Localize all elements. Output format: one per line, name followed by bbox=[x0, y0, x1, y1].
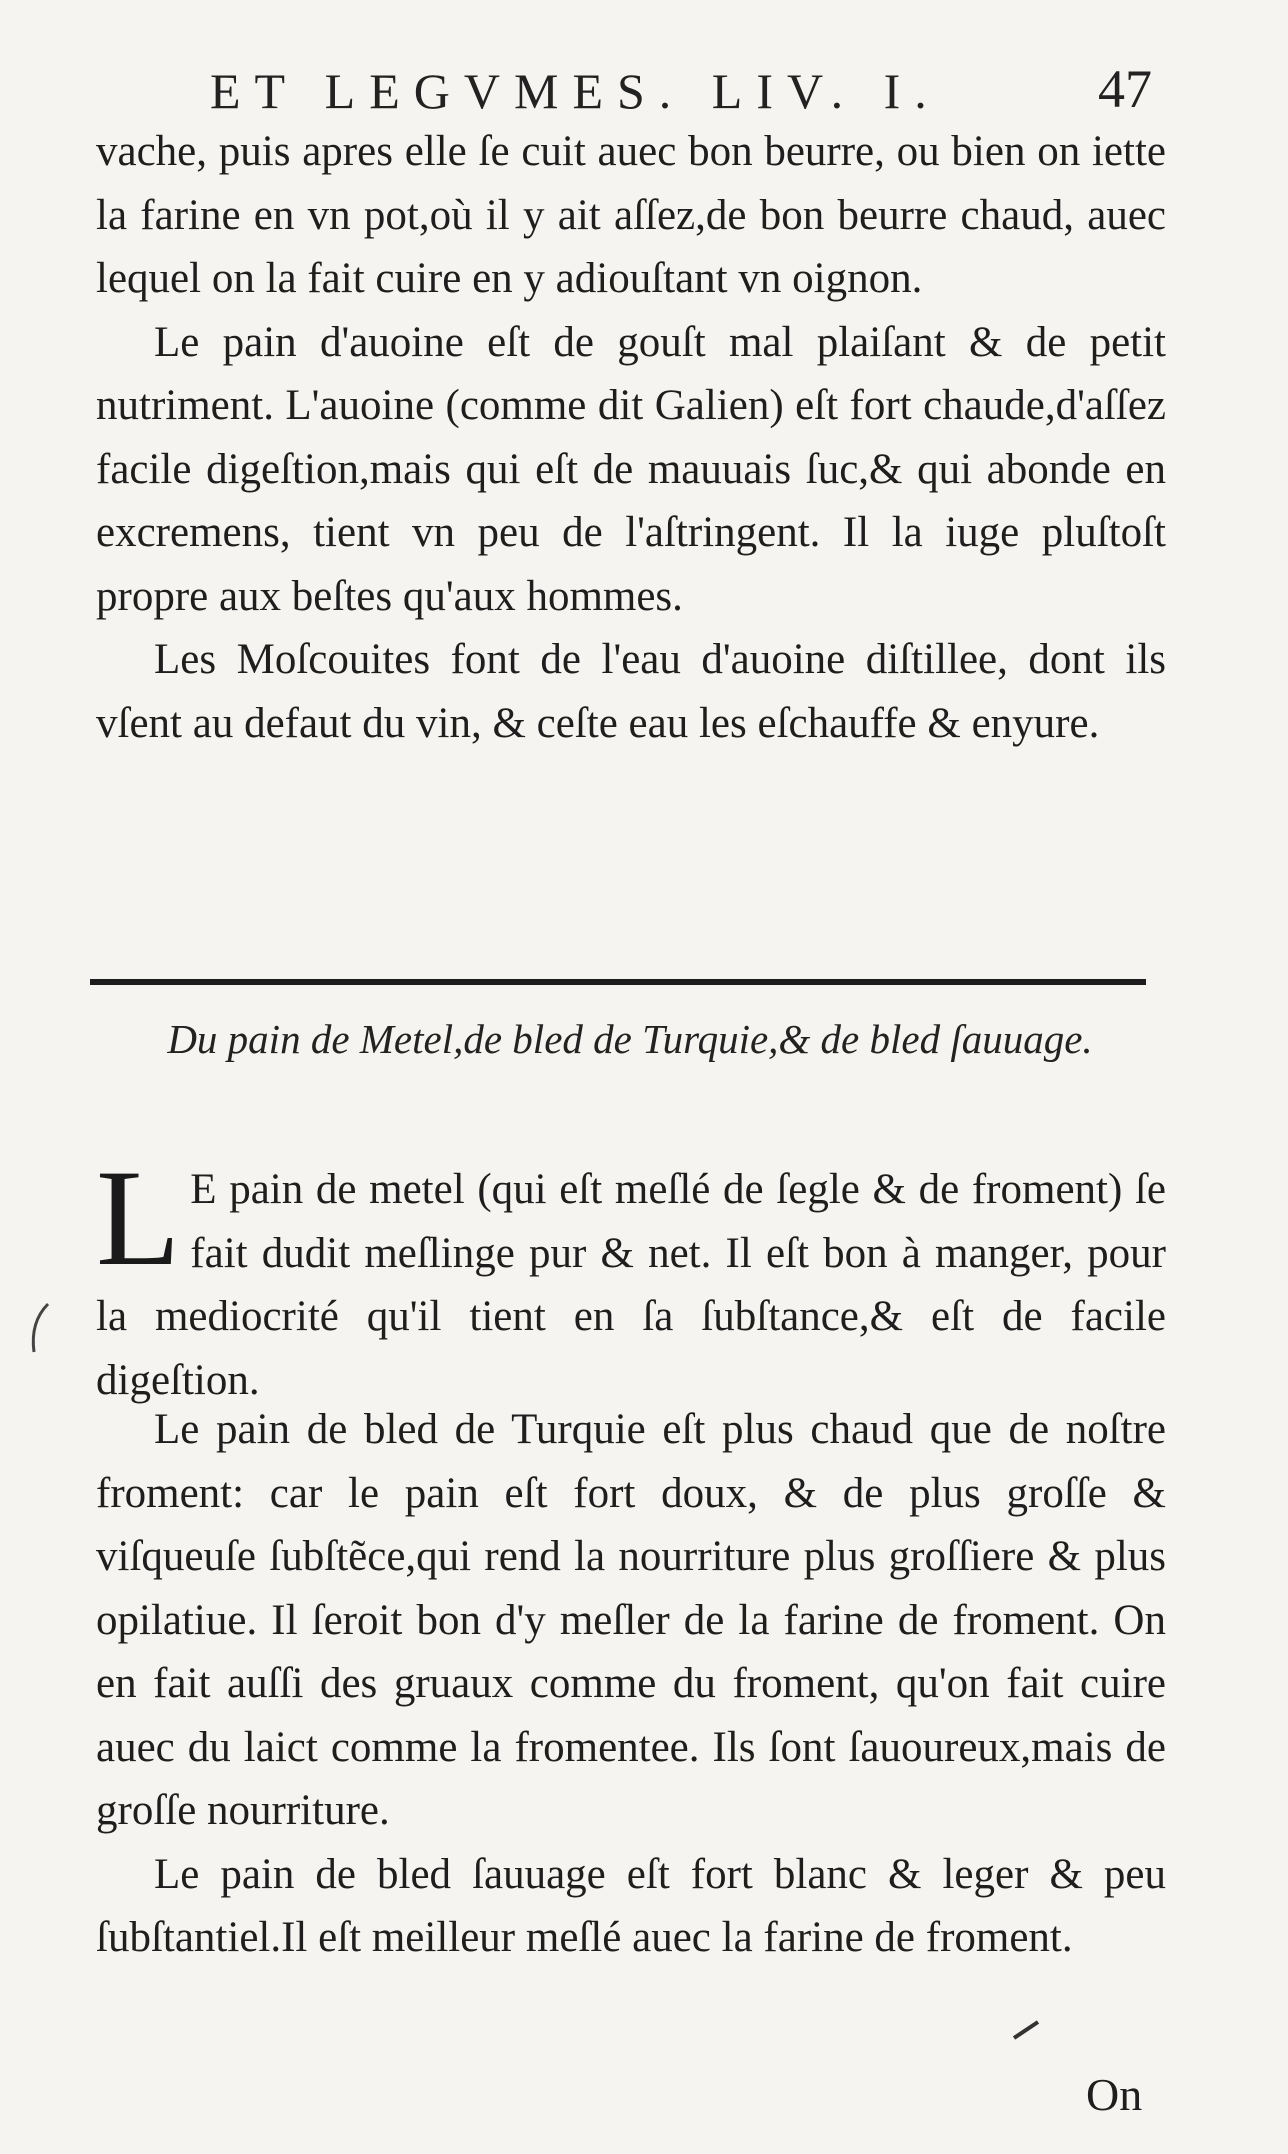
running-title: ET LEGVMES. LIV. I. bbox=[210, 63, 941, 119]
paragraph-metel bbox=[96, 1141, 1166, 1412]
paragraph-sauuage: Le pain de bled ſauuage eſt fort blanc & leger & peu ſubſtantiel.Il eſt meilleur meſlé auec la farine de froment. bbox=[96, 1850, 1166, 1961]
paragraph-avoine: Le pain d'auoine eſt de gouſt mal plaiſant & de petit nutriment. L'auoine (comme dit Galien) eſt fort chaude,d'aſſez facile digeſtion,mais qui eſt de mauuais ſuc,& qui abonde en excremens, tient vn peu de l'aſtringent. Il la iuge pluſtoſt propre aux beſtes qu'aux hommes. bbox=[96, 318, 1166, 620]
page-number: 47 bbox=[1098, 59, 1152, 119]
paragraph-turquie: Le pain de bled de Turquie eſt plus chaud que de noſtre froment: car le pain eſt fort doux, & de plus groſſe & viſqueuſe ſubſtẽce,qui rend la nourriture plus groſſiere & plus opilatiue. Il ſeroit bon d'y meſler de la farine de froment. On en fait auſſi des gruaux comme du froment, qu'on fait cuire auec du laict comme la fromentee. Ils ſont ſauoureux,mais de groſſe nourriture. bbox=[96, 1406, 1166, 1834]
paragraph-metel-text: E pain de metel (qui eſt meſlé de ſegle & de froment) ſe fait dudit meſlinge pur & net. Il eſt bon à manger, pour la mediocrité qu'il tient en ſa ſubſtance,& eſt de facile digeſtion. bbox=[96, 1166, 1166, 1404]
margin-mark-icon bbox=[24, 1298, 54, 1358]
text-section-1 bbox=[96, 120, 1166, 755]
paragraph-continued: vache, puis apres elle ſe cuit auec bon beurre, ou bien on iette la farine en vn pot,où il y ait aſſez,de bon beurre chaud, auec lequel on la fait cuire en y adiouſtant vn oignon. bbox=[96, 128, 1166, 302]
catchword: On bbox=[1086, 2069, 1143, 2120]
paragraph-moscouites: Les Moſcouites font de l'eau d'auoine diſtillee, dont ils vſent au defaut du vin, & ceſte eau les eſchauffe & enyure. bbox=[96, 636, 1166, 747]
drop-cap: L bbox=[96, 1141, 181, 1294]
chapter-title: Du pain de Metel,de bled de Turquie,& de bled ſauuage. bbox=[167, 1016, 1093, 1062]
text-section-2 bbox=[96, 1398, 1166, 1970]
section-divider bbox=[90, 979, 1146, 985]
margin-stroke-icon bbox=[1012, 2018, 1042, 2042]
